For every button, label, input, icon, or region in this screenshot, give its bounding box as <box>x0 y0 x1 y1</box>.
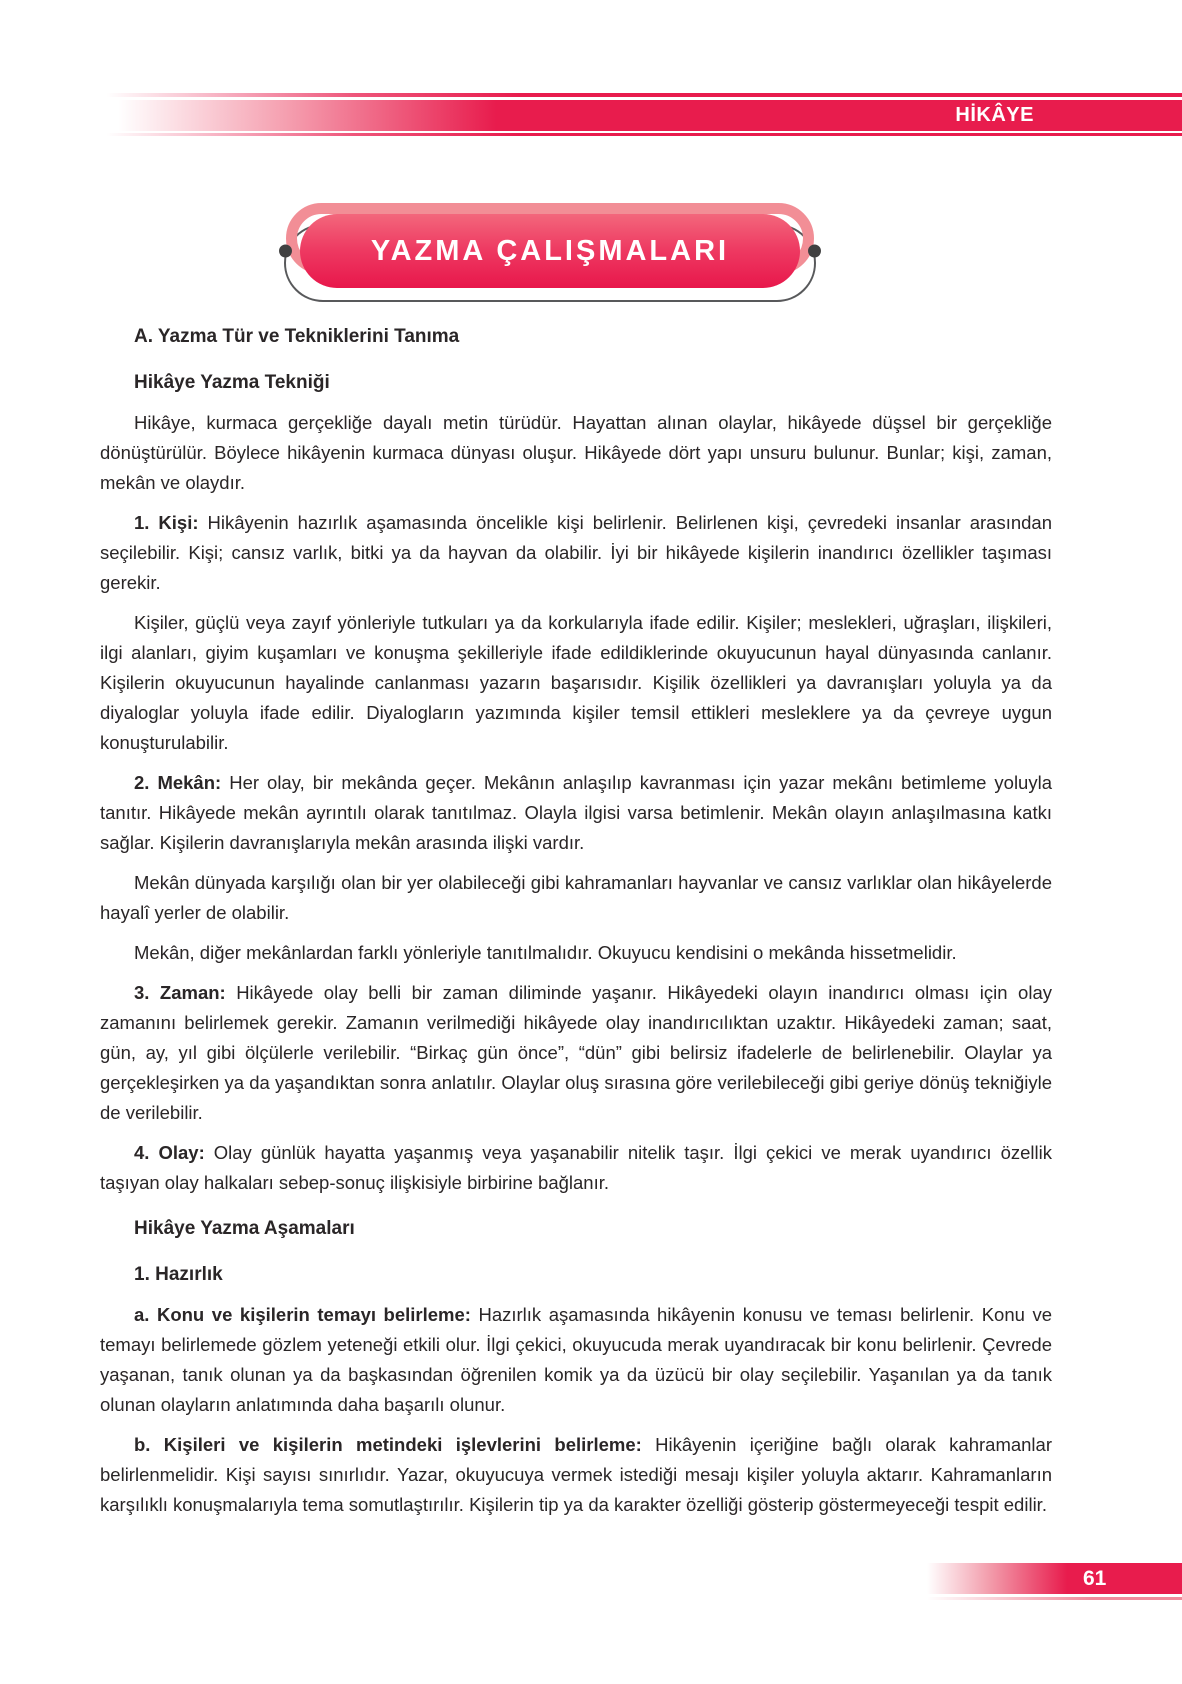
section-badge <box>300 214 800 288</box>
section-heading: Hikâye Yazma Aşamaları <box>134 1218 355 1239</box>
section-title: YAZMA ÇALIŞMALARI <box>370 234 730 267</box>
body-paragraph: b. Kişileri ve kişilerin metindeki işlevlerini belirleme: Hikâyenin içeriğine bağlı olarak kahramanlar belirlenmelidir. Kişi sayısı sınırlıdır. Yazar, okuyucuya vermek istediği mesajı kişiler yoluyla aktarır. Kahramanların karşılıklı konuşmalarıyla tema somutlaştırılır. Kişilerin tip ya da karakter özelliği gösterip göstermeyeceği tespit edilir. <box>100 1434 1052 1515</box>
body-paragraph: a. Konu ve kişilerin temayı belirleme: Hazırlık aşamasında hikâyenin konusu ve teması belirlenir. Konu ve temayı belirlemede gözlem yeteneği etkili olur. İlgi çekici, okuyucuda merak uyandıracak bir konu belirlenir. Çevrede yaşanan, tanık olunan ya da başkasından öğrenilen komik ya da üzücü bir olay seçilebilir. Yaşanılan ya da tanık olunan olayların anlatımında daha başarılı olunur. <box>100 1304 1052 1415</box>
badge-pill <box>300 214 800 288</box>
header-band-top-rule <box>0 93 1182 97</box>
header-band-bottom-rule <box>0 133 1182 136</box>
body-paragraph: Hikâye, kurmaca gerçekliğe dayalı metin türüdür. Hayattan alınan olaylar, hikâyede düşsel bir gerçekliğe dönüştürülür. Böylece hikâyenin kurmaca dünyası oluşur. Hikâyede dört yapı unsuru bulunur. Bunlar; kişi, zaman, mekân ve olaydır. <box>100 412 1052 493</box>
body-paragraph: Kişiler, güçlü veya zayıf yönleriyle tutkuları ya da korkularıyla ifade edilir. Kişiler; meslekleri, uğraşları, ilişkileri, ilgi alanları, giyim kuşamları ve konuşma şekilleriyle ifade edildiklerinde okuyucunun hayal dünyasında canlanır. Kişilerin okuyucunun hayalinde canlanması yazarın başarısıdır. Kişilik özellikleri ya davranışları yoluyla ya da diyaloglar yoluyla ifade edilir. Diyalogların yazımında kişiler temsil ettikleri mesleklere ya da çevreye uygun konuşturulabilir. <box>100 612 1052 753</box>
paragraph-lead: b. Kişileri ve kişilerin metindeki işlevlerini belirleme: <box>134 1434 656 1455</box>
header-band-main <box>0 100 1182 131</box>
paragraph-lead: 2. Mekân: <box>134 772 230 793</box>
badge-left-dot-icon <box>279 245 292 258</box>
body-paragraph: 3. Zaman: Hikâyede olay belli bir zaman diliminde yaşanır. Hikâyedeki olayın inandırıcı olması için olay zamanını belirlemek gerekir. Zamanın verilmediği hikâyede olay inandırıcılıktan uzaktır. Hikâyedeki zaman; saat, gün, ay, yıl gibi ölçülerle verilebilir. “Birkaç gün önce”, “dün” gibi belirsiz ifadelerle de belirlenebilir. Olaylar ya gerçekleşirken ya da yaşandıktan sonra anlatılır. Olaylar oluş sırasına göre verilebileceği gibi geriye dönüş tekniğiyle de verilebilir. <box>100 982 1052 1123</box>
section-heading: Hikâye Yazma Tekniği <box>134 372 330 393</box>
paragraph-lead: 4. Olay: <box>134 1142 214 1163</box>
page-number: 61 <box>1083 1566 1107 1590</box>
section-heading: A. Yazma Tür ve Tekniklerini Tanıma <box>134 326 460 347</box>
badge-right-dot-icon <box>808 245 821 258</box>
paragraph-lead: 3. Zaman: <box>134 982 237 1003</box>
body-paragraph: Mekân dünyada karşılığı olan bir yer olabileceği gibi kahramanları hayvanlar ve cansız varlıklar olan hikâyelerde hayalî yerler de olabilir. <box>100 872 1052 923</box>
footer-band <box>927 1563 1182 1600</box>
footer-band-bottom-rule <box>927 1597 1182 1600</box>
paragraph-lead: a. Konu ve kişilerin temayı belirleme: <box>134 1304 479 1325</box>
body-paragraph: Mekân, diğer mekânlardan farklı yönleriyle tanıtılmalıdır. Okuyucu kendisini o mekânda hissetmelidir. <box>134 942 957 963</box>
section-heading: 1. Hazırlık <box>134 1264 223 1285</box>
body-paragraph: 2. Mekân: Her olay, bir mekânda geçer. Mekânın anlaşılıp kavranması için yazar mekânı betimleme yoluyla tanıtır. Hikâyede mekân ayrıntılı olarak tanıtılmaz. Olayla ilgisi varsa betimlenir. Mekân olayın anlaşılmasına katkı sağlar. Kişilerin davranışlarıyla mekân arasında ilişki vardır. <box>100 772 1052 853</box>
body-paragraph: 4. Olay: Olay günlük hayatta yaşanmış veya yaşanabilir nitelik taşır. İlgi çekici ve merak uyandırıcı özellik taşıyan olay halkaları sebep-sonuç ilişkisiyle birbirine bağlanır. <box>100 1142 1052 1193</box>
unit-title: HİKÂYE <box>955 104 1034 126</box>
body-paragraph: 1. Kişi: Hikâyenin hazırlık aşamasında öncelikle kişi belirlenir. Belirlenen kişi, çevredeki insanlar arasından seçilebilir. Kişi; cansız varlık, bitki ya da hayvan da olabilir. İyi bir hikâyede kişilerin inandırıcı özellikler taşıması gerekir. <box>100 512 1052 593</box>
content-blocks <box>100 322 1052 1520</box>
paragraph-lead: 1. Kişi: <box>134 512 208 533</box>
footer-band-main <box>927 1563 1182 1594</box>
unit-header-band <box>0 93 1182 136</box>
